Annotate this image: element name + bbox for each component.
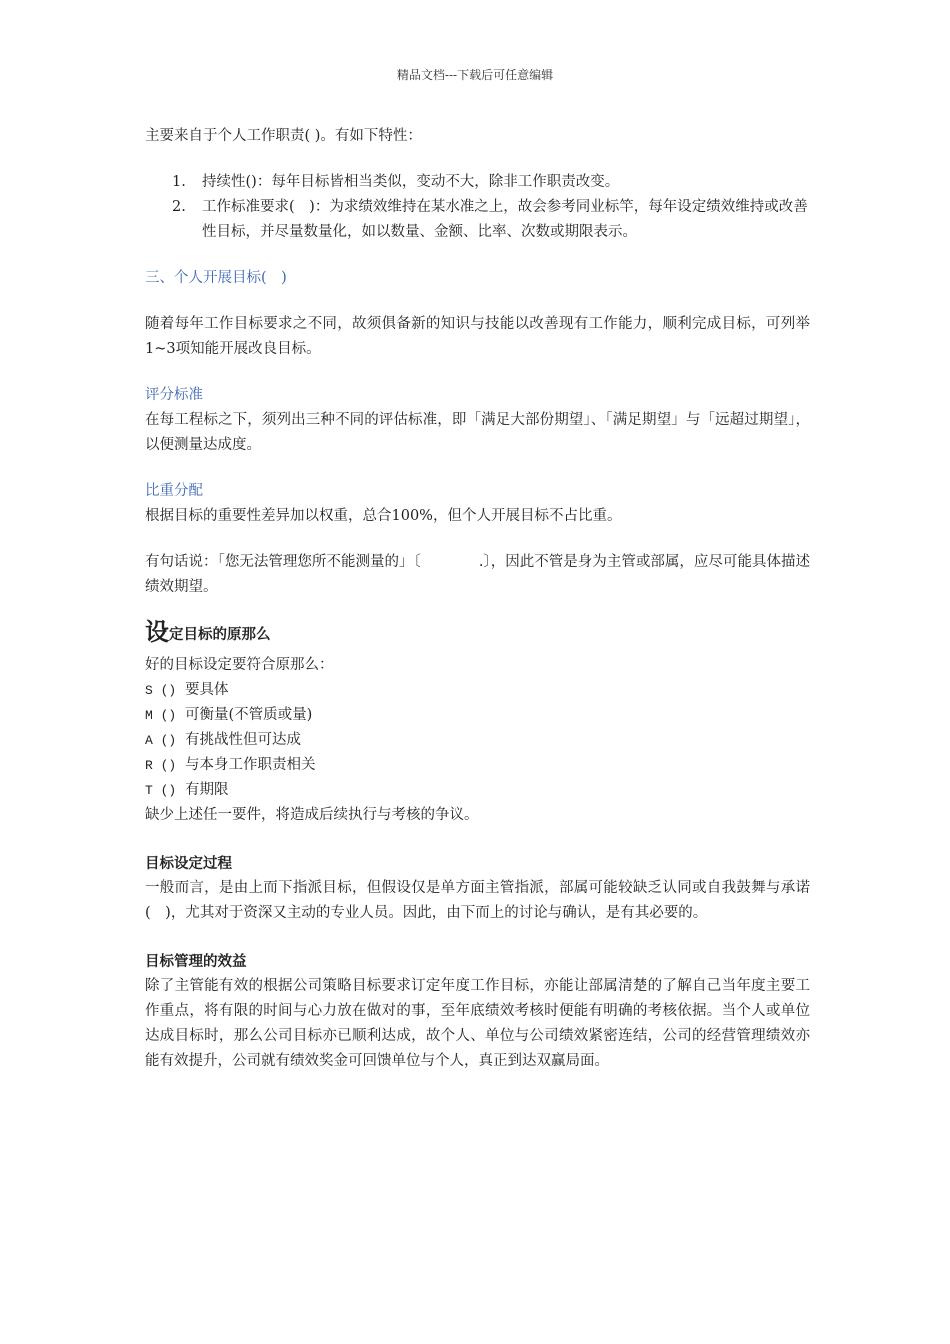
principle-text: 有挑战性但可达成 [185, 732, 301, 748]
saying-body: 有句话说：「您无法管理您所不能测量的」〔 .〕，因此不管是身为主管或部属，应尽可能具体描述绩效期望。 [145, 554, 810, 595]
principle-item-s [145, 678, 810, 703]
benefits-heading: 目标管理的效益 [145, 953, 247, 970]
benefits-body: 除了主管能有效的根据公司策略目标要求订定年度工作目标，亦能让部属清楚的了解自己当年度主要工作重点，将有限的时间与心力放在做对的事，至年底绩效考核时便能有明确的考核依据。当个人或单位达成目标时，那么公司目标亦已顺利达成，故个人、单位与公司绩效紧密连结，公司的经营管理绩效亦能有效提升，公司就有绩效奖金可回馈单位与个人，真正到达双赢局面。 [145, 978, 810, 1069]
principle-text: 有期限 [185, 782, 229, 798]
principle-letter: T () [145, 783, 177, 798]
principle-letter: R () [145, 758, 177, 773]
principle-letter: S () [145, 683, 177, 698]
principles-intro: 好的目标设定要符合原那么： [145, 657, 334, 673]
process-body: 一般而言，是由上而下指派目标，但假设仅是单方面主管指派，部属可能较缺乏认同或自我鼓舞与承诺( )，尤其对于资深又主动的专业人员。因此，由下而上的讨论与确认，是有其必要的。 [145, 880, 810, 921]
weighting-body: 根据目标的重要性差异加以权重，总合100%，但个人开展目标不占比重。 [145, 508, 622, 524]
weighting-heading: 比重分配 [145, 483, 203, 499]
principles-heading-rest: 定目标的原那么 [169, 626, 271, 643]
principle-letter: M () [145, 708, 177, 723]
list-item [145, 170, 810, 195]
list-item [145, 195, 810, 245]
principles-heading [145, 614, 810, 653]
principle-text: 可衡量(不管质或量) [185, 707, 313, 723]
principle-text: 要具体 [185, 682, 229, 698]
list-item-text: 持续性()：每年目标皆相当类似，变动不大，除非工作职责改变。 [202, 174, 620, 190]
list-item-number: 1. [172, 174, 186, 190]
page-header: 精品文档---下载后可任意编辑 [396, 68, 554, 82]
principle-item-t [145, 778, 810, 803]
scoring-heading: 评分标准 [145, 387, 203, 403]
document-body [145, 124, 810, 1074]
principle-item-a [145, 728, 810, 753]
list-item-text: 工作标准要求( )：为求绩效维持在某水准之上，故会参考同业标竿，每年设定绩效维持或改善性目标，并尽量数量化，如以数量、金额、比率、次数或期限表示。 [202, 199, 808, 240]
principle-text: 与本身工作职责相关 [185, 757, 316, 773]
principle-letter: A () [145, 733, 177, 748]
section3-heading: 三、个人开展目标( ) [145, 270, 287, 286]
process-heading: 目标设定过程 [145, 855, 232, 872]
scoring-body: 在每工程标之下，须列出三种不同的评估标准，即「满足大部份期望」、「满足期望」与「远超过期望」，以便测量达成度。 [145, 412, 810, 453]
principles-heading-first-char: 设 [145, 617, 169, 646]
traits-list [145, 170, 810, 245]
intro-line: 主要来自于个人工作职责( )。有如下特性： [145, 128, 422, 144]
list-item-number: 2. [172, 199, 186, 215]
section3-body: 随着每年工作目标要求之不同，故须俱备新的知识与技能以改善现有工作能力，顺利完成目标，可列举1~3项知能开展改良目标。 [145, 316, 810, 357]
principle-item-m [145, 703, 810, 728]
principles-outro: 缺少上述任一要件，将造成后续执行与考核的争议。 [145, 807, 479, 823]
principle-item-r [145, 753, 810, 778]
